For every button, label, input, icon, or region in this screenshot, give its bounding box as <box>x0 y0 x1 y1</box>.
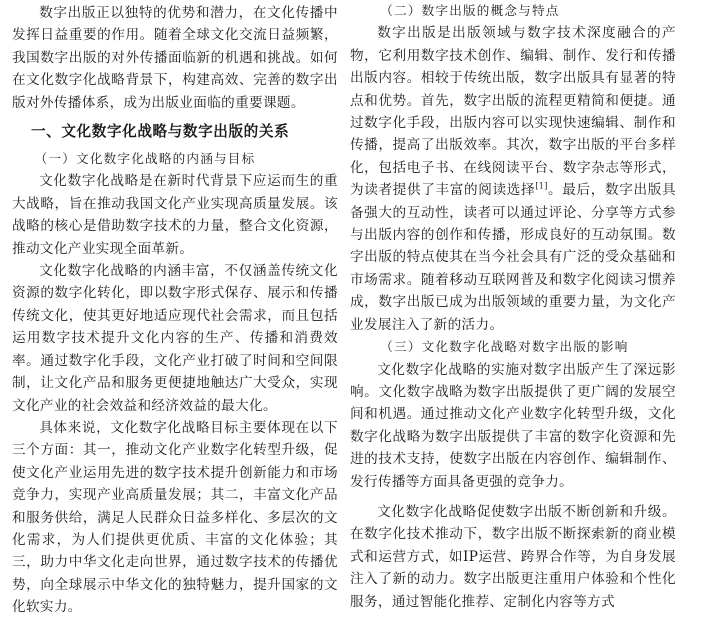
paragraph-text-part-1: 数字出版是出版领域与数字技术深度融合的产物，它利用数字技术创作、编辑、制作、发行和传播出版内容。相较于传统出版，数字出版具有显著的特点和优势。首先，数字出版的流程更精简和便捷。通过数字化手段，出版内容可以实现快速编辑、制作和传播，提高了出版效率。其次，数字出版的平台多样化，包括电子书、在线阅读平台、数字杂志等形式，为读者提供了丰富的阅读选择 <box>350 25 676 199</box>
paragraph-digital-publishing-features <box>350 22 676 336</box>
subsection-heading-3: （三）文化数字化战略对数字出版的影响 <box>380 339 629 355</box>
paragraph-text-part-2: 。最后，数字出版具备强大的互动性，读者可以通过评论、分享等方式参与出版内容的创作和传播，形成良好的互动氛围。数字出版的特点使其在当今社会具有广泛的受众基础和市场需求。随着移动互联网普及和数字化阅读习惯养成，数字出版已成为出版领域的重要力量，为文化产业发展注入了新的活力。 <box>350 182 676 333</box>
left-column <box>12 0 338 619</box>
citation-ref[interactable]: [1] <box>535 181 548 191</box>
paragraph-strategy-goals: 具体来说，文化数字化战略目标主要体现在以下三个方面：其一，推动文化产业数字化转型升级，促使文化产业运用先进的数字技术提升创新能力和市场竞争力，实现产业高质量发展；其二，丰富文化产品和服务供给，满足人民群众日益多样化、多层次的文化需求，为人们提供更优质、丰富的文化体验；其三，助力中华文化走向世界，通过数字技术的传播优势，向全球展示中华文化的独特魅力，提升国家的文化软实力。 <box>12 419 338 616</box>
paragraph-strategy-impact: 文化数字化战略的实施对数字出版产生了深远影响。文化数字战略为数字出版提供了更广阔的发展空间和机遇。通过推动文化产业数字化转型升级，文化数字化战略为数字出版提供了丰富的数字化资源和先进的技术支持，使数字出版在内容创作、编辑制作、发行传播等方面具备更强的竞争力。 <box>350 361 676 490</box>
paragraph-strategy-connotation: 文化数字化战略的内涵丰富，不仅涵盖传统文化资源的数字化转化，即以数字形式保存、展示和传播传统文化，使其更好地适应现代社会需求，而且包括运用数字技术提升文化内容的生产、传播和消费效率。通过数字化手段，文化产业打破了时间和空间限制，让文化产品和服务更便捷地触达广大受众，实现文化产业的社会效益和经济效益的最大化。 <box>12 263 338 414</box>
paragraph-strategy-definition: 文化数字化战略是在新时代背景下应运而生的重大战略，旨在推动我国文化产业实现高质量发展。该战略的核心是借助数字技术的力量，整合文化资源，推动文化产业实现全面革新。 <box>12 173 338 257</box>
subsection-heading-1: （一）文化数字化战略的内涵与目标 <box>34 151 256 167</box>
section-heading-1: 一、文化数字化战略与数字出版的关系 <box>30 123 290 141</box>
paragraph-innovation: 文化数字化战略促使数字出版不断创新和升级。在数字化技术推动下，数字出版不断探索新的商业模式和运营方式，如IP运营、跨界合作等，为自身发展注入了新的动力。数字出版更注重用户体验和个性化服务，通过智能化推荐、定制化内容等方式 <box>350 503 676 610</box>
right-column <box>350 0 676 613</box>
subsection-heading-2: （二）数字出版的概念与特点 <box>380 3 560 18</box>
paragraph-gap <box>350 493 676 501</box>
intro-paragraph: 数字出版正以独特的优势和潜力，在文化传播中发挥日益重要的作用。随着全球文化交流日益频繁，我国数字出版的对外传播面临新的机遇和挑战。如何在文化数字化战略背景下，构建高效、完善的数字出版对外传播体系，成为出版业面临的重要课题。 <box>12 5 338 111</box>
